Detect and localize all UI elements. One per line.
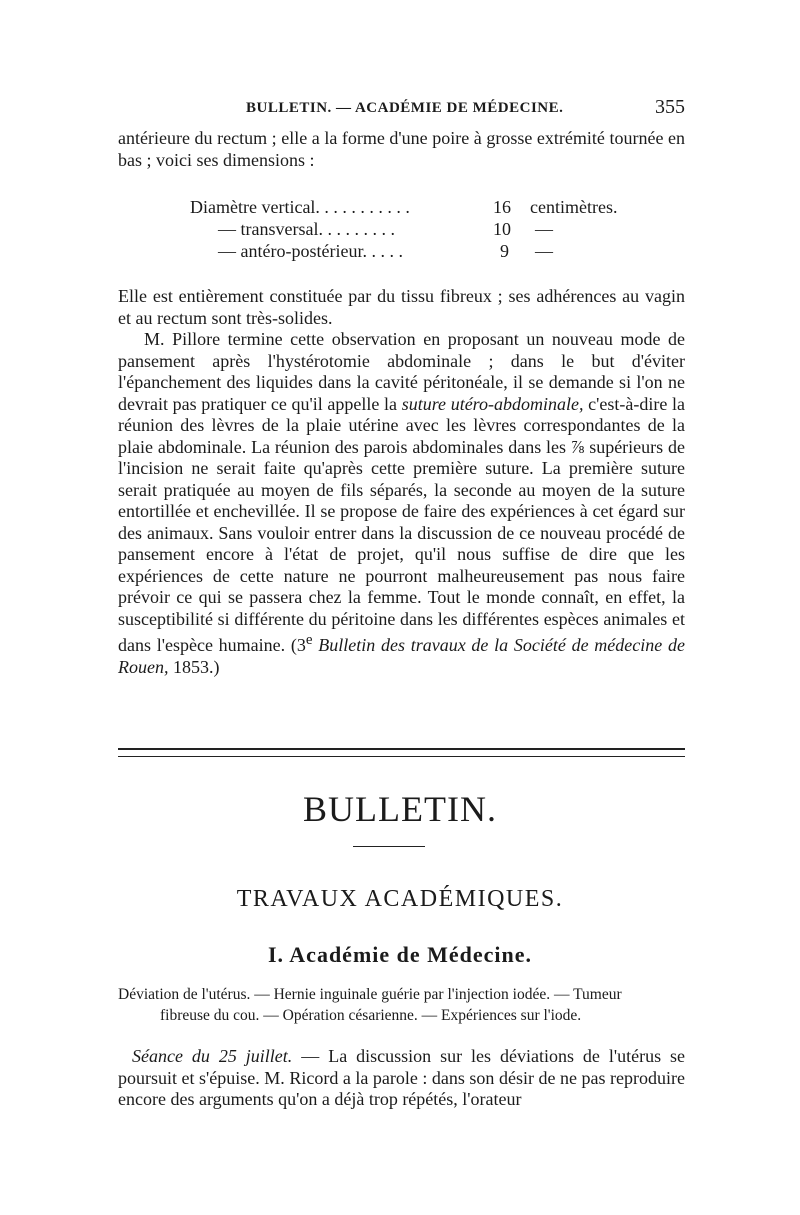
dimension-label: — antéro-postérieur. . . . .: [218, 241, 403, 261]
dimension-label: — transversal. . . . . . . . .: [218, 219, 395, 239]
session-date: Séance du 25 juillet.: [132, 1046, 293, 1066]
page-number: 355: [655, 96, 685, 118]
dimensions-table: [190, 196, 650, 262]
italic-term: suture utéro-abdominale,: [401, 393, 584, 414]
section-title: BULLETIN.: [303, 789, 497, 829]
summary-line: Déviation de l'utérus. — Hernie inguinale guérie par l'injection iodée. — Tumeur: [118, 986, 622, 1003]
paragraph-tumor-composition: Elle est entièrement constituée par du tissu fibreux ; ses adhérences au vagin et au rectum sont très-solides.: [118, 286, 685, 328]
section-summary: [118, 984, 685, 1026]
paragraph-text: M. Pillore termine cette observation en proposant un nouveau mode de pansement après l'hystérotomie abdominale ; dans le but d'éviter l'épanchement des liquides dans la cavité péritonéale, il se demande si l'on ne devrait pas pratiquer ce qu'il appelle la: [118, 329, 685, 414]
section-divider: [118, 748, 685, 757]
dimension-row: [190, 196, 650, 218]
paragraph-text: c'est-à-dire la réunion des lèvres de la plaie utérine avec les lèvres correspondantes de la plaie abdominale. La réunion des parois abdominales dans les ⅞ supérieurs de l'incision ne serait faite qu'après cette première suture. La première suture serait pratiquée au moyen de fils séparés, la seconde au moyen de la suture entortillée et enchevillée. Il se propose de faire des expériences à cet égard sur des animaux. Sans vouloir entrer dans la discussion de ce nouveau procédé de pansement encore à l'état de projet, qu'il nous suffise de dire que les expériences de cette nature ne pourront malheureusement pas nous faire prévoir ce qui se passera chez la femme. Tout le monde connaît, en effet, la susceptibilité si différente du péritoine dans les différentes espèces animales et dans l'espèce humaine. (3: [118, 393, 685, 655]
dimension-row: [190, 218, 650, 240]
dimension-row: [190, 240, 650, 262]
citation-title: Bulletin des travaux de la Société de médecine de Rouen,: [118, 635, 685, 677]
summary-line: fibreuse du cou. — Opération césarienne. — Expériences sur l'iode.: [160, 1007, 582, 1024]
paragraph-seance: [118, 1046, 685, 1111]
dimension-label: Diamètre vertical. . . . . . . . . . .: [190, 197, 410, 217]
running-head-title: BULLETIN. — ACADÉMIE DE MÉDECINE.: [246, 100, 564, 116]
dimension-unit: —: [535, 241, 553, 261]
paragraph-pillore-suture: [118, 329, 685, 678]
dimension-value: 10: [493, 219, 511, 239]
dimension-value: 9: [500, 241, 509, 261]
part-title: I. Académie de Médecine.: [267, 942, 533, 967]
citation-year: 1853.): [168, 656, 220, 677]
dimension-unit: —: [535, 219, 553, 239]
running-head: [118, 94, 685, 124]
dimension-value: 16: [493, 197, 511, 217]
paragraph-text: — La discussion sur les déviations de l'utérus se poursuit et s'épuise. M. Ricord a la parole : dans son désir de ne pas reproduire encore des arguments qu'on a déjà trop répétés, l'orateur: [118, 1046, 686, 1109]
dimension-unit: centimètres.: [530, 197, 618, 217]
paragraph-tumor-shape: antérieure du rectum ; elle a la forme d'une poire à grosse extrémité tournée en bas ; voici ses dimensions :: [118, 128, 685, 170]
title-rule: [353, 846, 425, 847]
section-subtitle: TRAVAUX ACADÉMIQUES.: [236, 886, 564, 912]
superscript: e: [305, 632, 313, 648]
